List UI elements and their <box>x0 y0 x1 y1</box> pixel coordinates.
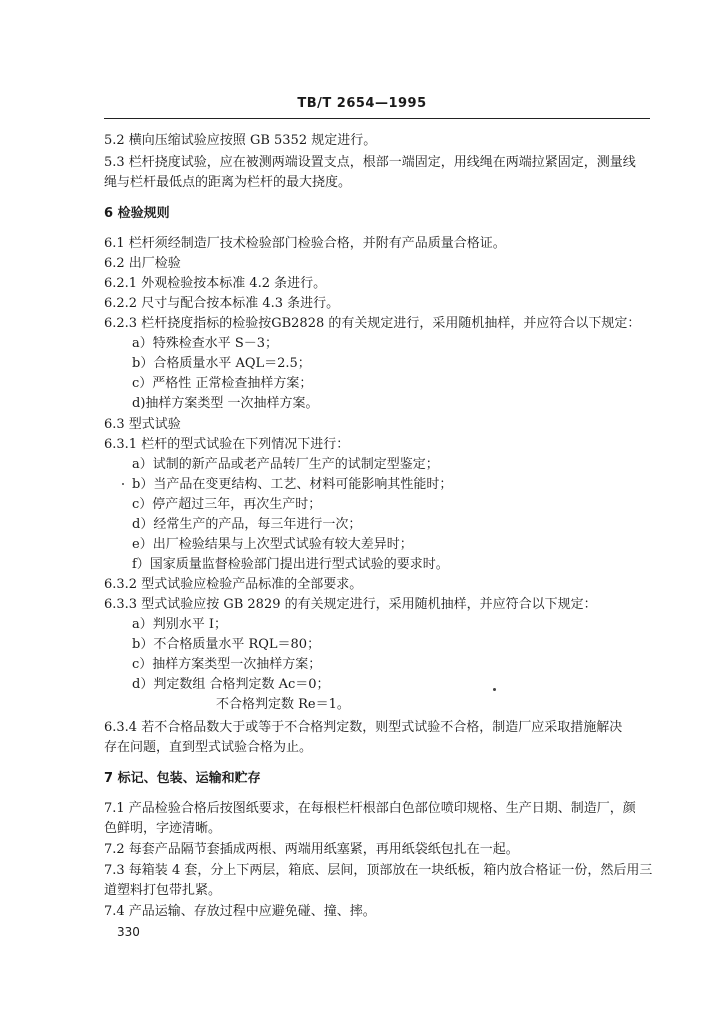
list-item-6-3-3-d-cont: 不合格判定数 Re＝1。 <box>216 697 350 712</box>
list-item-6-2-3-b: b）合格质量水平 AQL＝2.5； <box>132 356 311 371</box>
clause-6-2-2: 6.2.2 尺寸与配合按本标准 4.3 条进行。 <box>104 296 340 311</box>
page-number: 330 <box>117 925 140 939</box>
clause-7-2: 7.2 每套产品隔节套插成两根、两端用纸塞紧，再用纸袋纸包扎在一起。 <box>104 842 519 857</box>
clause-5-2: 5.2 横向压缩试验应按照 GB 5352 规定进行。 <box>104 133 377 148</box>
list-item-6-3-3-b: b）不合格质量水平 RQL＝80； <box>132 637 321 652</box>
clause-7-3: 7.3 每箱装 4 套，分上下两层，箱底、层间，顶部放在一块纸板，箱内放合格证一份，然后用三 <box>104 863 653 878</box>
clause-6-3-2: 6.3.2 型式试验应检验产品标准的全部要求。 <box>104 577 363 592</box>
clause-6-3: 6.3 型式试验 <box>104 417 181 432</box>
scan-speck <box>122 483 124 485</box>
clause-7-4: 7.4 产品运输、存放过程中应避免碰、撞、摔。 <box>104 904 376 919</box>
list-item-6-2-3-a: a）特殊检查水平 S－3； <box>132 336 279 351</box>
list-item-6-3-1-b: b）当产品在变更结构、工艺、材料可能影响其性能时； <box>132 477 453 492</box>
clause-6-3-1: 6.3.1 栏杆的型式试验在下列情况下进行： <box>104 437 350 452</box>
clause-6-2-3: 6.2.3 栏杆挠度指标的检验按GB2828 的有关规定进行，采用随机抽样，并应符合以下规定： <box>104 316 641 331</box>
clause-5-3-cont: 绳与栏杆最低点的距离为栏杆的最大挠度。 <box>104 175 352 190</box>
scan-speck <box>493 688 496 691</box>
list-item-6-3-3-c: c）抽样方案类型一次抽样方案； <box>132 657 322 672</box>
clause-7-1-cont: 色鲜明，字迹清晰。 <box>104 821 222 836</box>
clause-7-3-cont: 道塑料打包带扎紧。 <box>104 883 222 898</box>
clause-6-3-4: 6.3.4 若不合格品数大于或等于不合格判定数，则型式试验不合格，制造厂应采取措施解决 <box>104 720 623 735</box>
list-item-6-3-1-d: d）经常生产的产品，每三年进行一次； <box>132 517 362 532</box>
list-item-6-3-1-c: c）停产超过三年，再次生产时； <box>132 497 322 512</box>
clause-6-2: 6.2 出厂检验 <box>104 256 181 271</box>
list-item-6-3-3-a: a）判别水平 I； <box>132 617 228 632</box>
list-item-6-3-1-a: a）试制的新产品或老产品转厂生产的试制定型鉴定； <box>132 457 439 472</box>
clause-6-2-1: 6.2.1 外观检验按本标准 4.2 条进行。 <box>104 276 327 291</box>
list-item-6-3-1-e: e）出厂检验结果与上次型式试验有较大差异时； <box>132 537 413 552</box>
list-item-6-2-3-c: c）严格性 正常检查抽样方案； <box>132 376 313 391</box>
section-7-heading: 7 标记、包装、运输和贮存 <box>104 771 261 786</box>
list-item-6-3-3-d: d）判定数组 合格判定数 Ac＝0； <box>132 677 330 692</box>
list-item-6-3-1-f: f）国家质量监督检验部门提出进行型式试验的要求时。 <box>132 557 449 572</box>
standard-number-header: TB/T 2654—1995 <box>297 96 427 111</box>
clause-7-1: 7.1 产品检验合格后按图纸要求，在每根栏杆根部白色部位喷印规格、生产日期、制造厂，颜 <box>104 801 636 816</box>
list-item-6-2-3-d: d)抽样方案类型 一次抽样方案。 <box>132 396 319 411</box>
section-6-heading: 6 检验规则 <box>104 206 170 221</box>
clause-6-3-4-cont: 存在问题，直到型式试验合格为止。 <box>104 740 313 755</box>
clause-6-1: 6.1 栏杆须经制造厂技术检验部门检验合格，并附有产品质量合格证。 <box>104 236 506 251</box>
clause-6-3-3: 6.3.3 型式试验应按 GB 2829 的有关规定进行，采用随机抽样，并应符合以下规定： <box>104 597 597 612</box>
clause-5-3: 5.3 栏杆挠度试验，应在被测两端设置支点，根部一端固定，用线绳在两端拉紧固定，测量线 <box>104 155 636 170</box>
header-rule <box>104 118 650 119</box>
